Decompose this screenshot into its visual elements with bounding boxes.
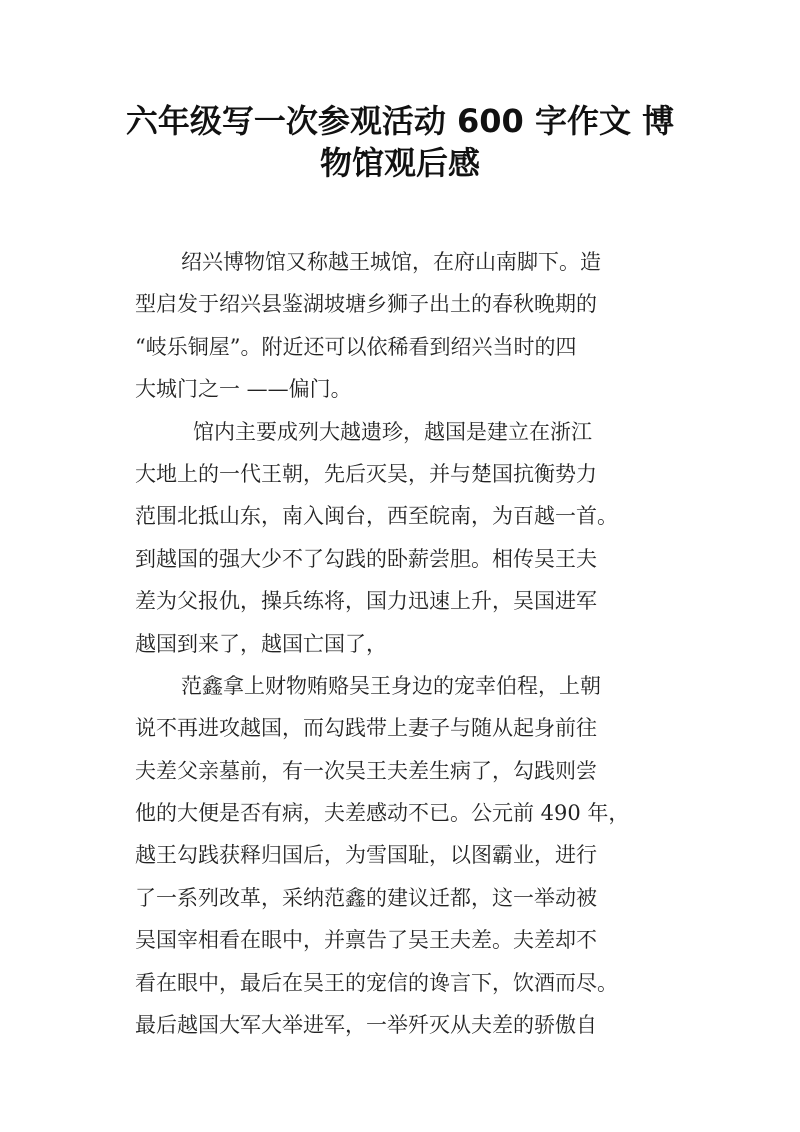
text-line: 了一系列改革，采纳范鑫的建议迁都，这一举动被 xyxy=(135,885,597,910)
text-line: 说不再进攻越国，而勾践带上妻子与随从起身前往 xyxy=(135,716,597,741)
text-line: 差为父报仇，操兵练将，国力迅速上升，吴国进军 xyxy=(135,589,597,614)
text-line: 最后越国大军大举进军，一举歼灭从夫差的骄傲自 xyxy=(135,1013,597,1038)
text-line: “岐乐铜屋”。附近还可以依稀看到绍兴当时的四 xyxy=(135,334,577,359)
article-body xyxy=(135,241,675,1046)
page-title xyxy=(110,100,690,184)
text-line: 绍兴博物馆又称越王城馆，在府山南脚下。造 xyxy=(181,250,601,274)
title-line: 物馆观后感 xyxy=(319,144,480,182)
text-line: 范围北抵山东，南入闽台，西至皖南，为百越一首。 xyxy=(135,504,618,529)
text-line: 到越国的强大少不了勾践的卧薪尝胆。相传吴王夫 xyxy=(135,546,597,571)
text-line: 馆内主要成列大越遗珍，越国是建立在浙江 xyxy=(193,419,592,444)
text-line: 大地上的一代王朝，先后灭吴，并与楚国抗衡势力 xyxy=(135,461,597,486)
text-line: 范鑫拿上财物贿赂吴王身边的宠幸伯程，上朝 xyxy=(181,673,601,698)
text-line: 越王勾践获释归国后，为雪国耻，以图霸业，进行 xyxy=(135,843,597,868)
text-line: 越国到来了，越国亡国了， xyxy=(135,631,387,656)
text-line: 吴国宰相看在眼中，并禀告了吴王夫差。夫差却不 xyxy=(135,928,597,953)
text-line: 他的大便是否有病，夫差感动不已。公元前 490 年， xyxy=(135,801,630,826)
paragraph-2 xyxy=(135,411,675,665)
paragraph-1 xyxy=(135,241,675,411)
paragraph-3 xyxy=(135,665,675,1047)
text-line: 夫差父亲墓前，有一次吴王夫差生病了，勾践则尝 xyxy=(135,758,597,783)
text-line: 大城门之一 ——偏门。 xyxy=(135,377,352,402)
title-line: 六年级写一次参观活动 600 字作文 博 xyxy=(125,102,675,140)
text-line: 型启发于绍兴县鉴湖坡塘乡狮子出土的春秋晚期的 xyxy=(135,292,597,317)
text-line: 看在眼中，最后在吴王的宠信的谗言下，饮酒而尽。 xyxy=(135,970,618,995)
